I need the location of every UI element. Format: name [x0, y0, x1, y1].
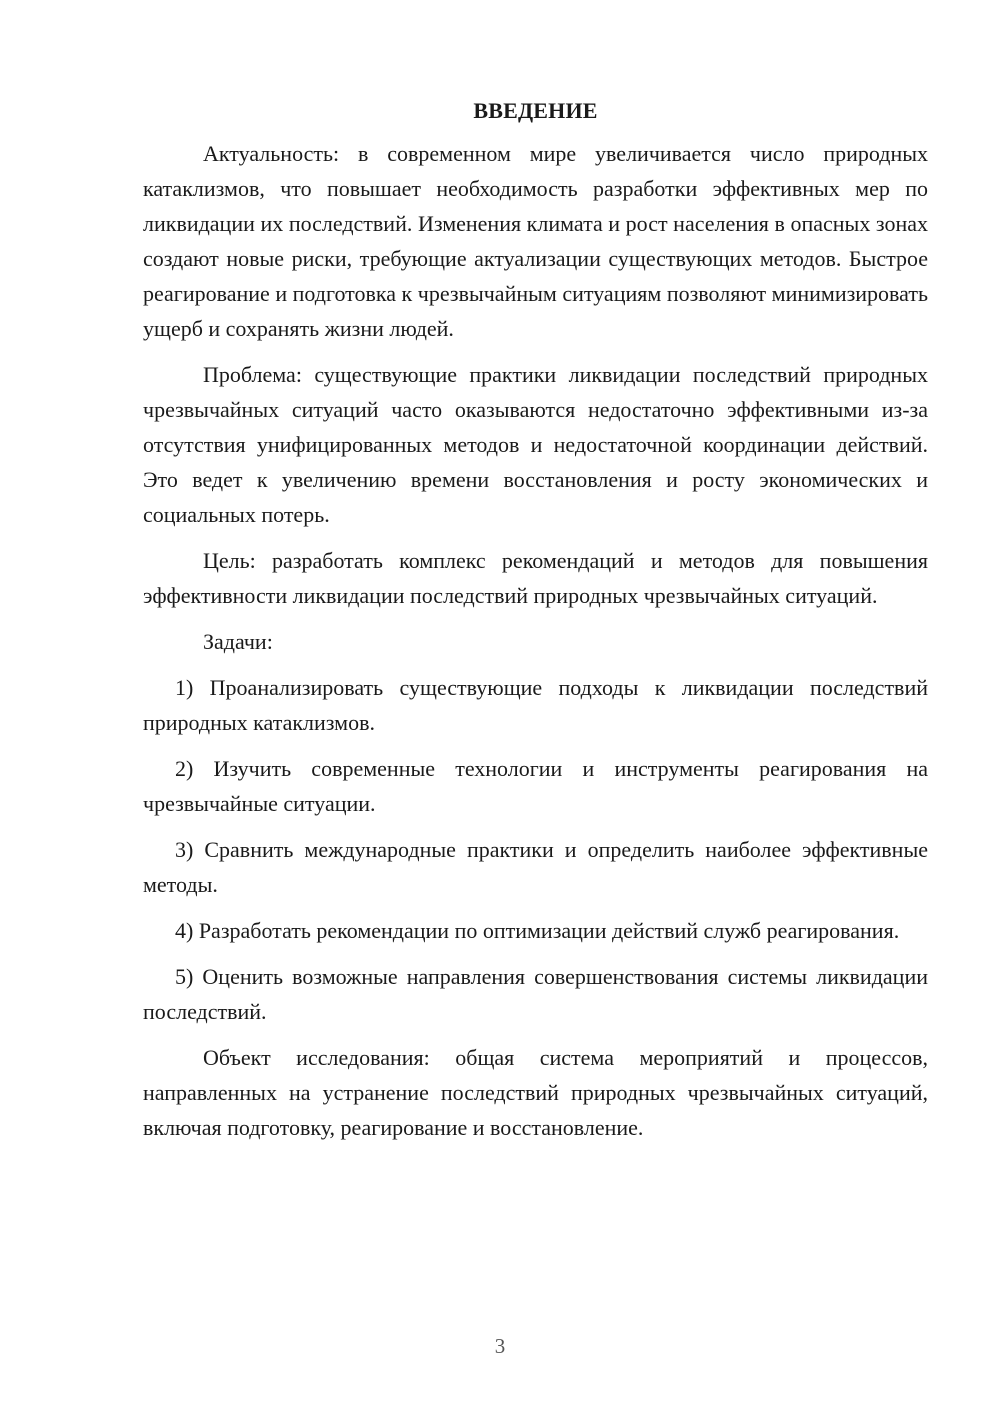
task-item-4: 4) Разработать рекомендации по оптимизации действий служб реагирования. — [175, 918, 900, 943]
paragraph-object: Объект исследования: общая система мероприятий и процессов, направленных на устранение последствий природных чрезвычайных ситуаций, включая подготовку, реагирование и восстановление. — [143, 1045, 928, 1140]
task-item-2: 2) Изучить современные технологии и инструменты реагирования на чрезвычайные ситуации. — [143, 756, 928, 816]
section-title: ВВЕДЕНИЕ — [473, 98, 598, 123]
page-number: 3 — [494, 1334, 506, 1358]
task-item-5: 5) Оценить возможные направления совершенствования системы ликвидации последствий. — [143, 964, 928, 1024]
task-item-1: 1) Проанализировать существующие подходы к ликвидации последствий природных катаклизмов. — [143, 675, 928, 735]
paragraph-goal: Цель: разработать комплекс рекомендаций и методов для повышения эффективности ликвидации последствий природных чрезвычайных ситуаций. — [143, 548, 928, 608]
paragraph-problem: Проблема: существующие практики ликвидации последствий природных чрезвычайных ситуаций часто оказываются недостаточно эффективными из-за отсутствия унифицированных методов и недостаточной координации действий. Это ведет к увеличению времени восстановления и росту экономических и социальных потерь. — [143, 362, 928, 527]
paragraph-relevance: Актуальность: в современном мире увеличивается число природных катаклизмов, что повышает необходимость разработки эффективных мер по ликвидации их последствий. Изменения климата и рост населения в опасных зонах создают новые риски, требующие актуализации существующих методов. Быстрое реагирование и подготовка к чрезвычайным ситуациям позволяют минимизировать ущерб и сохранять жизни людей. — [143, 141, 928, 341]
tasks-heading: Задачи: — [203, 629, 273, 654]
document-page — [143, 96, 928, 1156]
task-item-3: 3) Сравнить международные практики и определить наиболее эффективные методы. — [143, 837, 928, 897]
